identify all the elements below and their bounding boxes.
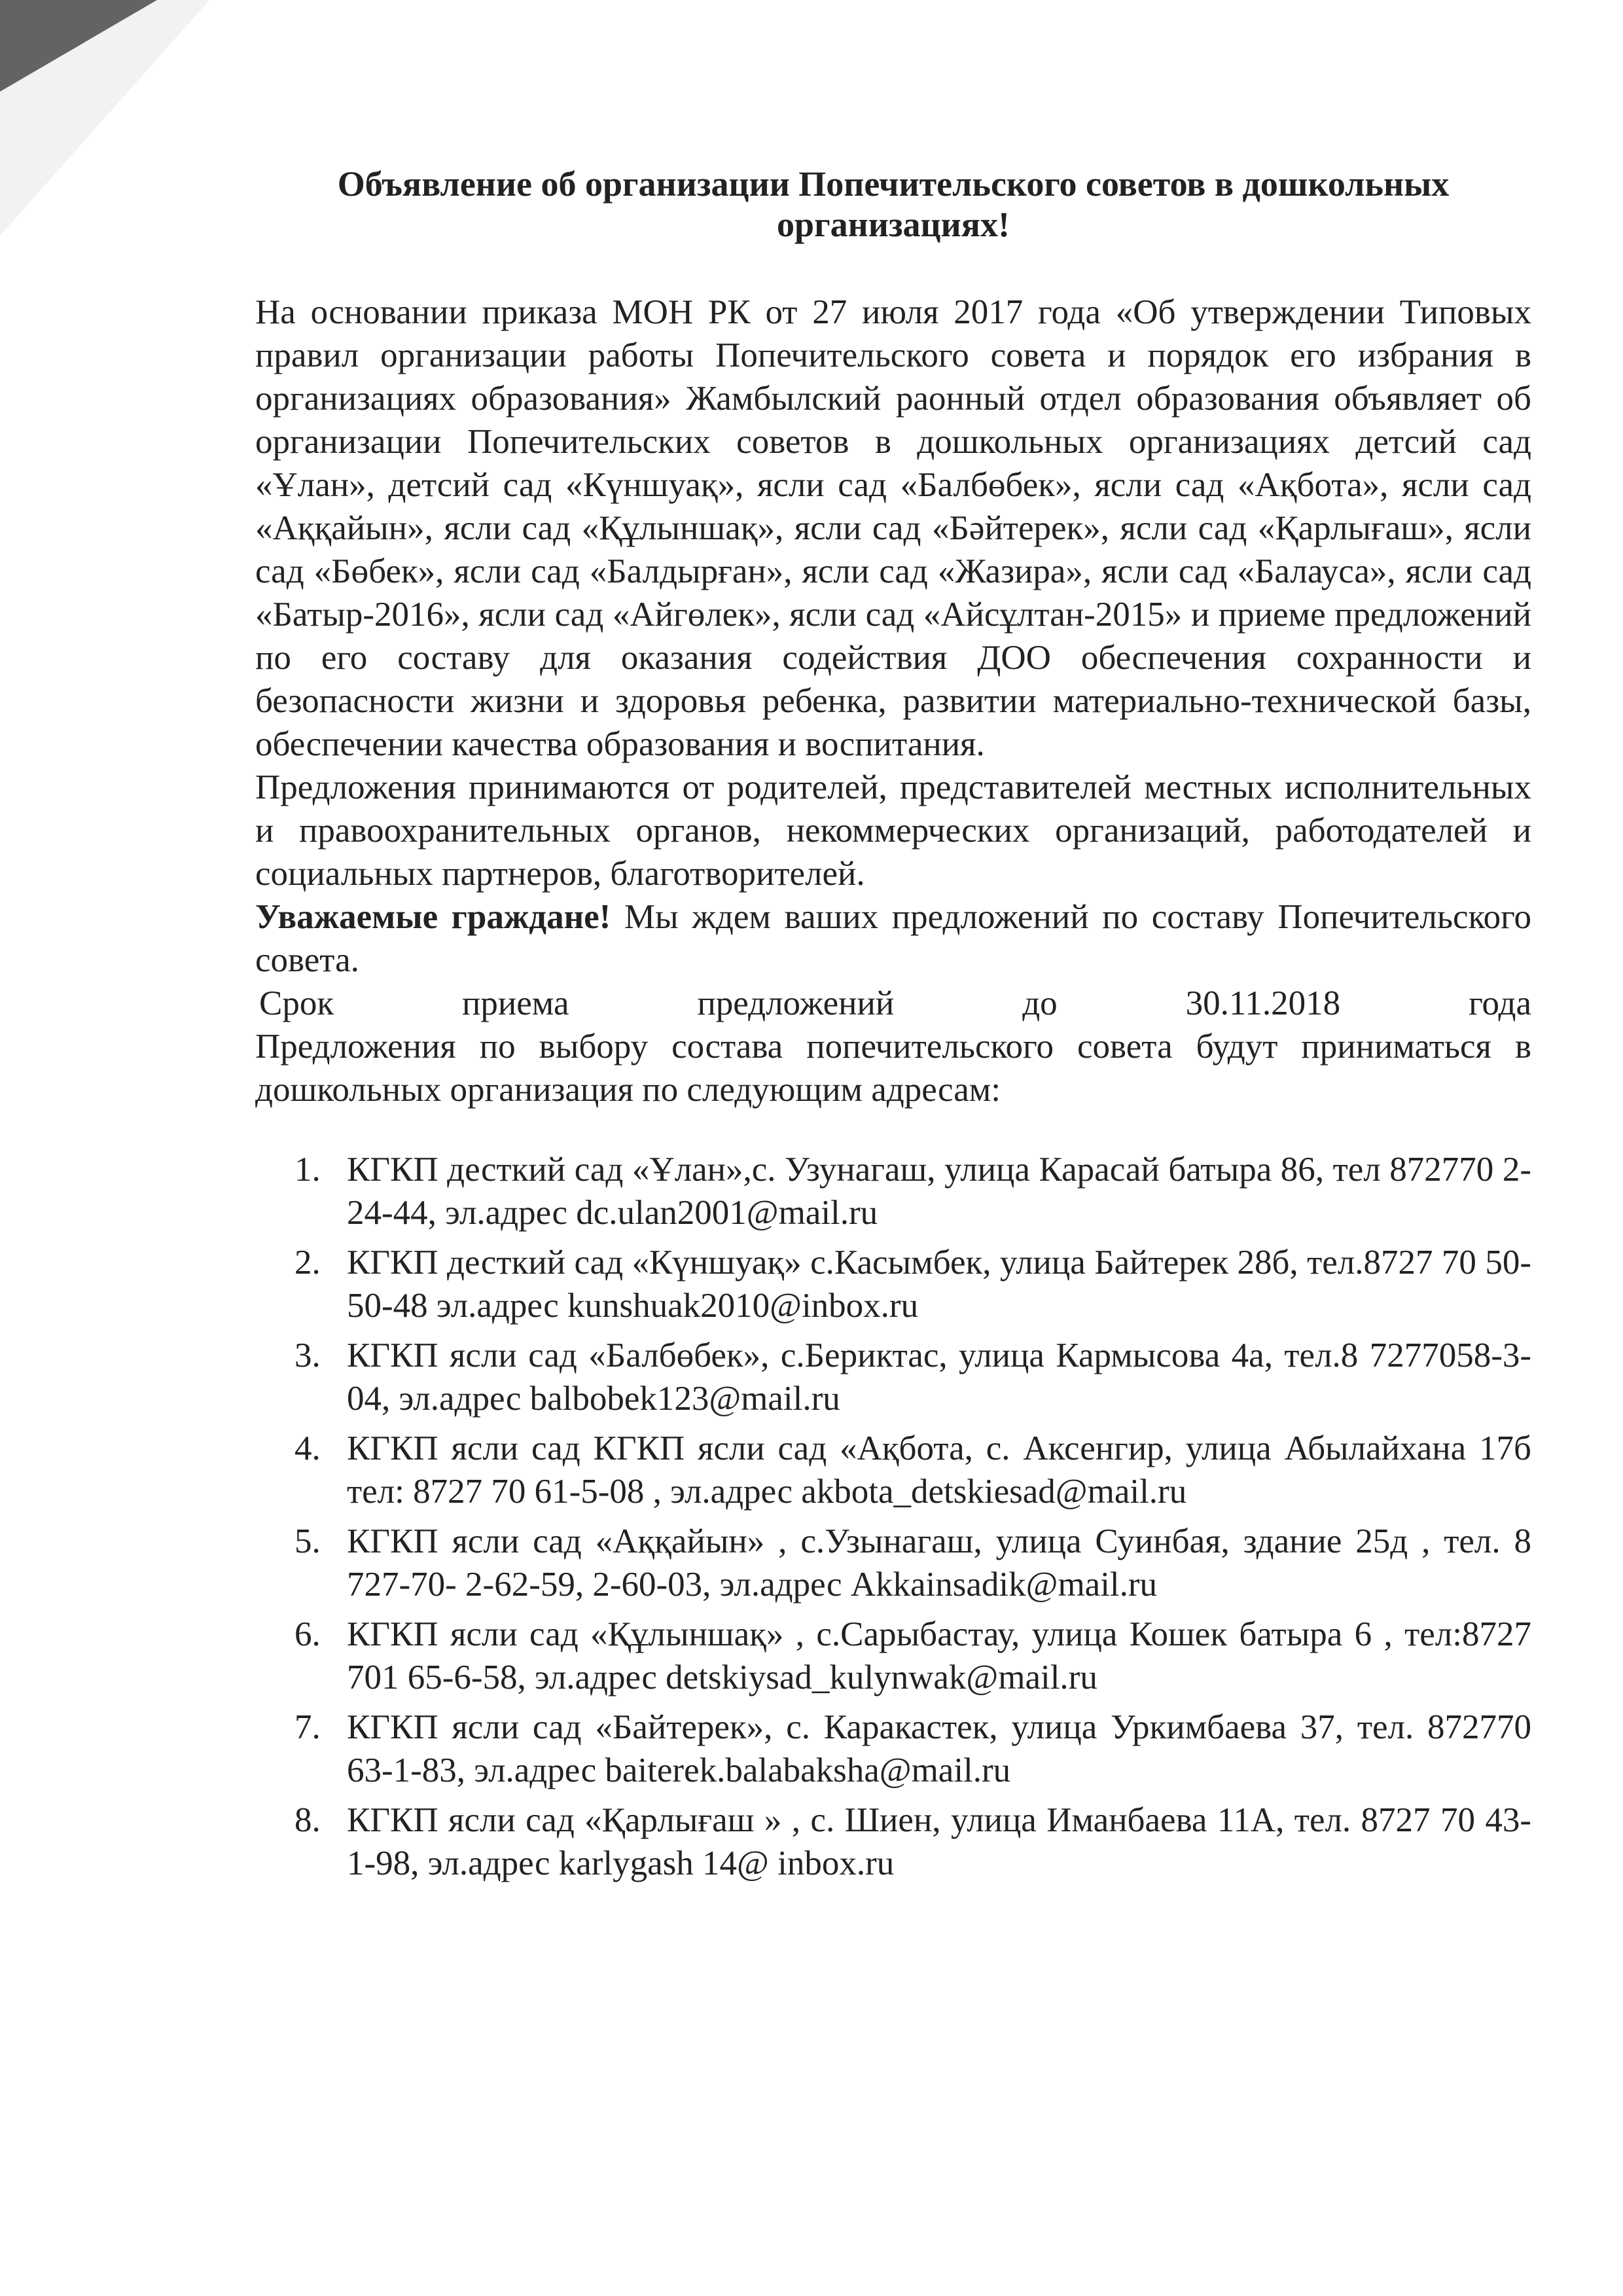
deadline-word-5: года xyxy=(1469,984,1531,1022)
deadline-date: 30.11.2018 xyxy=(1185,984,1341,1022)
list-item xyxy=(294,1334,1531,1420)
document-page xyxy=(255,164,1531,1892)
list-number: 2. xyxy=(294,1244,321,1282)
deadline-word-3: предложений xyxy=(697,984,895,1022)
list-item xyxy=(294,1148,1531,1234)
list-text: КГКП ясли сад КГКП ясли сад «Ақбота, с. Аксенгир, улица Абылайхана 17б тел: 8727 70 61-5-08 , эл.адрес akbota_detskiesad@mail.ru xyxy=(347,1429,1531,1511)
list-item xyxy=(294,1613,1531,1699)
list-number: 5. xyxy=(294,1522,321,1560)
appeal-bold: Уважаемые граждане! xyxy=(255,898,611,936)
document-title: Объявление об организации Попечительского советов в дошкольных организациях! xyxy=(337,164,1450,244)
list-item xyxy=(294,1799,1531,1885)
list-text: КГКП ясли сад «Балбөбек», с.Бериктас, улица Кармысова 4а, тел.8 7277058-3-04, эл.адрес balbobek123@mail.ru xyxy=(347,1336,1531,1418)
deadline-line xyxy=(255,982,1531,1025)
list-number: 6. xyxy=(294,1615,321,1653)
list-number: 3. xyxy=(294,1336,321,1374)
deadline-word-4: до xyxy=(1022,984,1058,1022)
appeal-paragraph xyxy=(255,895,1531,982)
list-number: 1. xyxy=(294,1151,321,1189)
list-number: 8. xyxy=(294,1801,321,1839)
deadline-word-2: приема xyxy=(462,984,569,1022)
appeal-text: Мы ждем ваших предложений по составу Попечительского совета. xyxy=(255,898,1531,979)
list-text: КГКП ясли сад «Құлыншақ» , с.Сарыбастау, улица Кошек батыра 6 , тел:8727 701 65-6-58, эл.адрес detskiysad_kulynwak@mail.ru xyxy=(347,1615,1531,1696)
folded-corner xyxy=(0,0,157,92)
list-item xyxy=(294,1706,1531,1792)
list-number: 7. xyxy=(294,1708,321,1746)
list-item xyxy=(294,1241,1531,1327)
list-text: КГКП ясли сад «Байтерек», с. Каракастек, улица Уркимбаева 37, тел. 872770 63-1-83, эл.адрес baiterek.balabaksha@mail.ru xyxy=(347,1708,1531,1789)
list-item xyxy=(294,1427,1531,1513)
list-text: КГКП десткий сад «Ұлан»,с. Узунагаш, улица Карасай батыра 86, тел 872770 2-24-44, эл.адрес dc.ulan2001@mail.ru xyxy=(347,1151,1531,1232)
list-text: КГКП ясли сад «Қарлығаш » , с. Шиен, улица Иманбаева 11А, тел. 8727 70 43-1-98, эл.адрес karlygash 14@ inbox.ru xyxy=(347,1801,1531,1882)
list-text: КГКП десткий сад «Күншуақ» с.Касымбек, улица Байтерек 28б, тел.8727 70 50-50-48 эл.адрес kunshuak2010@inbox.ru xyxy=(347,1244,1531,1325)
intro-paragraph: На основании приказа МОН РК от 27 июля 2017 года «Об утверждении Типовых правил организации работы Попечительского совета и порядок его избрания в организациях образования» Жамбылский раонный отдел образования объявляет об организации Попечительских советов в дошкольных организациях детсий сад «Ұлан», детсий сад «Күншуақ», ясли сад «Балбөбек», ясли сад «Ақбота», ясли сад «Аққайын», ясли сад «Құлыншақ», ясли сад «Бәйтерек», ясли сад «Қарлығаш», ясли сад «Бөбек», ясли сад «Балдырған», ясли сад «Жазира», ясли сад «Балауса», ясли сад «Батыр-2016», ясли сад «Айгөлек», ясли сад «Айсұлтан-2015» и приеме предложений по его составу для оказания содействия ДОО обеспечения сохранности и безопасности жизни и здоровья ребенка, развитии материально-технической базы, обеспечении качества образования и воспитания. xyxy=(255,293,1531,763)
address-list xyxy=(255,1148,1531,1885)
deadline-word-1: Срок xyxy=(259,984,334,1022)
list-text: КГКП ясли сад «Аққайын» , с.Узынагаш, улица Суинбая, здание 25д , тел. 8 727-70- 2-62-59, 2-60-03, эл.адрес Akkainsadik@mail.ru xyxy=(347,1522,1531,1604)
addresses-intro: Предложения по выбору состава попечительского совета будут приниматься в дошкольных организация по следующим адресам: xyxy=(255,1028,1531,1109)
proposals-paragraph: Предложения принимаются от родителей, представителей местных исполнительных и правоохранительных органов, некоммерческих организаций, работодателей и социальных партнеров, благотворителей. xyxy=(255,768,1531,893)
list-item xyxy=(294,1520,1531,1606)
list-number: 4. xyxy=(294,1429,321,1467)
